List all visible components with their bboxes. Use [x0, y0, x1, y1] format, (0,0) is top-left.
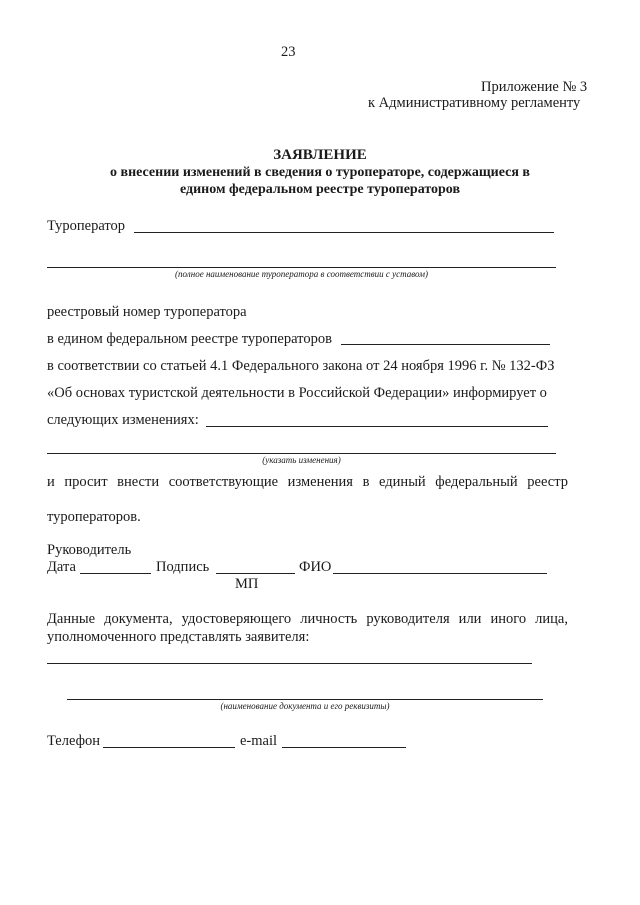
document-subtitle-line2: едином федеральном реестре туроператоров — [179, 182, 461, 197]
date-label: Дата — [47, 559, 76, 575]
changes-field-continued[interactable] — [47, 453, 556, 454]
operator-caption: (полное наименование туроператора в соответствии с уставом) — [175, 269, 428, 279]
page-number: 23 — [281, 44, 296, 60]
signature-label: Подпись — [156, 559, 210, 575]
phone-label: Телефон — [47, 733, 100, 749]
identity-document-field[interactable] — [47, 663, 532, 664]
request-line1: и просит внести соответствующие изменения в единый федеральный реестр — [47, 474, 568, 490]
registry-label: в едином федеральном реестре туроператоров — [47, 331, 332, 347]
identity-document-caption: (наименование документа и его реквизиты) — [220, 701, 390, 711]
registry-number-label: реестровый номер туроператора — [47, 304, 247, 320]
email-field[interactable] — [282, 747, 406, 748]
signature-field[interactable] — [216, 573, 295, 574]
operator-label: Туроператор — [47, 218, 126, 234]
registry-number-field[interactable] — [341, 344, 550, 345]
document-title: ЗАЯВЛЕНИЕ — [273, 147, 367, 163]
appendix-regulation: к Административному регламенту — [368, 95, 581, 111]
changes-field[interactable] — [206, 426, 548, 427]
identity-document-line1: Данные документа, удостоверяющего личность руководителя или иного лица, — [47, 611, 568, 627]
operator-name-field[interactable] — [134, 232, 554, 233]
appendix-number: Приложение № 3 — [481, 79, 588, 95]
document-subtitle-line1: о внесении изменений в сведения о туроператоре, содержащиеся в — [110, 165, 530, 180]
law-reference-line2: «Об основах туристской деятельности в Российской Федерации» информирует о — [47, 385, 547, 401]
head-label: Руководитель — [47, 542, 132, 558]
email-label: e-mail — [240, 733, 278, 749]
request-line2: туроператоров. — [47, 509, 141, 525]
date-field[interactable] — [80, 573, 151, 574]
phone-field[interactable] — [103, 747, 235, 748]
identity-document-line2: уполномоченного представлять заявителя: — [47, 629, 310, 645]
operator-name-field-continued[interactable] — [47, 267, 556, 268]
identity-document-field-continued[interactable] — [67, 699, 543, 700]
fio-label: ФИО — [299, 559, 332, 575]
law-reference-line1: в соответствии со статьей 4.1 Федерального закона от 24 ноября 1996 г. № 132-ФЗ — [47, 358, 555, 374]
changes-caption: (указать изменения) — [262, 455, 341, 465]
stamp-label: МП — [235, 576, 259, 592]
changes-label: следующих изменениях: — [47, 412, 199, 428]
fio-field[interactable] — [333, 573, 547, 574]
